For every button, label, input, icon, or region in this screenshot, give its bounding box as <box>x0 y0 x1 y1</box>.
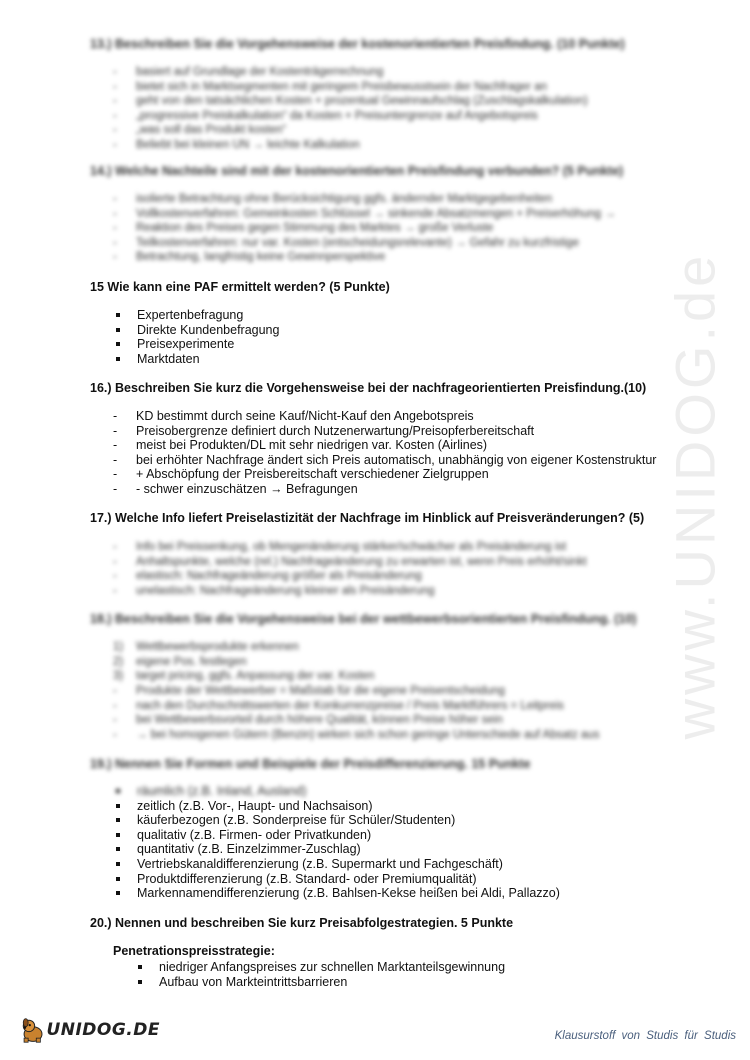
question-14-title: 14.) Welche Nachteile sind mit der kostenorientierten Preisfindung verbunden? (5 Punkte) <box>90 164 624 178</box>
list-item: käuferbezogen (z.B. Sonderpreise für Schüler/Studenten) <box>113 813 560 828</box>
list-item: Produktdifferenzierung (z.B. Standard- oder Premiumqualität) <box>113 872 560 887</box>
logo <box>20 1010 160 1050</box>
dog-logo-icon <box>20 1013 44 1047</box>
footer-tagline: Klausurstoff von Studis für Studis <box>554 1030 736 1042</box>
list-item: Markennamendifferenzierung (z.B. Bahlsen-Kekse heißen bei Aldi, Pallazzo) <box>113 886 560 901</box>
list-item: - Vollkostenverfahren: Gemeinkosten Schlüssel → sinkende Absatzmengen + Preiserhöhung → <box>113 207 616 222</box>
list-item: - meist bei Produkten/DL mit sehr niedrigen var. Kosten (Airlines) <box>113 438 656 453</box>
question-16-list <box>113 409 656 497</box>
list-item: Marktdaten <box>113 352 279 367</box>
list-item: zeitlich (z.B. Vor-, Haupt- und Nachsaison) <box>113 799 560 814</box>
question-17-list <box>113 540 587 598</box>
list-item: - „progressive Preiskalkulation“ da Kosten + Preisuntergrenze auf Angebotspreis <box>113 109 588 124</box>
list-item: - bei Wettbewerbsvorteil durch höhere Qualität, können Preise höher sein <box>113 713 599 728</box>
list-item: - Info bei Preissenkung, ob Mengenänderung stärker/schwächer als Preisänderung ist <box>113 540 587 555</box>
list-item: - Produkte der Wettbewerber = Maßstab für die eigene Preisentscheidung <box>113 684 599 699</box>
list-item: Vertriebskanaldifferenzierung (z.B. Supermarkt und Fachgeschäft) <box>113 857 560 872</box>
question-15-list <box>113 308 279 366</box>
question-18-numbered-list <box>113 640 374 684</box>
subheading: Penetrationspreisstrategie: <box>113 944 275 958</box>
list-item: - Beliebt bei kleinen UN → leichte Kalkulation <box>113 138 588 153</box>
item-number: 3) <box>113 670 124 683</box>
list-item: - + Abschöpfung der Preisbereitschaft verschiedener Zielgruppen <box>113 467 656 482</box>
list-item: - nach den Durchschnittswerten der Konkurrenzpreise / Preis Marktführers = Leitpreis <box>113 699 599 714</box>
watermark <box>650 251 740 739</box>
list-item: - elastisch: Nachfrageänderung größer als Preisänderung <box>113 569 587 584</box>
question-16-title: 16.) Beschreiben Sie kurz die Vorgehensweise bei der nachfrageorientierten Preisfindung.(10) <box>90 381 647 395</box>
list-item: - Reaktion des Preises gegen Stimmung des Marktes → große Verluste <box>113 221 616 236</box>
question-14-list <box>113 192 616 265</box>
list-item: - basiert auf Grundlage der Kostenträgerrechnung <box>113 65 588 80</box>
question-17-title: 17.) Welche Info liefert Preiselastizität der Nachfrage im Hinblick auf Preisveränderungen? (5) <box>90 511 645 525</box>
item-text: target pricing, ggfs. Anpassung der var. Kosten <box>136 670 375 683</box>
list-item: räumlich (z.B. Inland, Ausland) <box>113 784 560 799</box>
list-item: - unelastisch: Nachfrageänderung kleiner als Preisänderung <box>113 584 587 599</box>
question-13-list <box>113 65 588 153</box>
list-item: - „was soll das Produkt kosten“ <box>113 123 588 138</box>
list-item <box>113 655 374 670</box>
question-18-dashed-list <box>113 684 599 742</box>
list-item: quantitativ (z.B. Einzelzimmer-Zuschlag) <box>113 842 560 857</box>
logo-text: UNIDOG.DE <box>46 1020 160 1040</box>
list-item: - Betrachtung, langfristig keine Gewinnperspektive <box>113 250 616 265</box>
question-19-list <box>113 784 560 901</box>
watermark-text: www.UNIDOG.de <box>663 251 727 739</box>
list-item: Direkte Kundenbefragung <box>113 323 279 338</box>
list-item: - Anhaltspunkte, welche (rel.) Nachfrageänderung zu erwarten ist, wenn Preis erhöht/sinkt <box>113 555 587 570</box>
list-item: - KD bestimmt durch seine Kauf/Nicht-Kauf den Angebotspreis <box>113 409 656 424</box>
list-item: - Teilkostenverfahren: nur var. Kosten (entscheidungsrelevante) → Gefahr zu kurzfristige <box>113 236 616 251</box>
question-15-title: 15 Wie kann eine PAF ermittelt werden? (5 Punkte) <box>90 280 390 294</box>
list-item: - geht von den tatsächlichen Kosten + prozentual Gewinnaufschlag (Zuschlagskalkulation) <box>113 94 588 109</box>
list-item <box>113 669 374 684</box>
item-number: 2) <box>113 655 124 668</box>
list-item: Expertenbefragung <box>113 308 279 323</box>
list-item: - - schwer einzuschätzen → Befragungen <box>113 482 656 497</box>
list-item: niedriger Anfangspreises zur schnellen Marktanteilsgewinnung <box>135 960 505 975</box>
list-item: Preisexperimente <box>113 337 279 352</box>
list-item: - bei erhöhter Nachfrage ändert sich Preis automatisch, unabhängig von eigener Kostenstruktur <box>113 453 656 468</box>
list-item: - isolierte Betrachtung ohne Berücksichtigung ggfs. ändernder Marktgegebenheiten <box>113 192 616 207</box>
list-item <box>113 640 374 655</box>
list-item: - Preisobergrenze definiert durch Nutzenerwartung/Preisopferbereitschaft <box>113 424 656 439</box>
question-20-title: 20.) Nennen und beschreiben Sie kurz Preisabfolgestrategien. 5 Punkte <box>90 916 514 930</box>
question-20-list <box>135 960 505 989</box>
list-item: qualitativ (z.B. Firmen- oder Privatkunden) <box>113 828 560 843</box>
question-19-title: 19.) Nennen Sie Formen und Beispiele der Preisdifferenzierung. 15 Punkte <box>90 757 531 771</box>
list-item: - bietet sich in Marktsegmenten mit geringem Preisbewusstsein der Nachfrager an <box>113 80 588 95</box>
question-18-title: 18.) Beschreiben Sie die Vorgehensweise bei der wettbewerbsorientierten Preisfindung. (10) <box>90 612 637 626</box>
question-13-title: 13.) Beschreiben Sie die Vorgehensweise der kostenorientierten Preisfindung. (10 Punkte) <box>90 37 625 51</box>
list-item: - → bei homogenen Gütern (Benzin) wirken sich schon geringe Unterschiede auf Absatz aus <box>113 728 599 743</box>
item-text: eigene Pos. festlegen <box>136 655 247 668</box>
item-text: Wettbewerbsprodukte erkennen <box>136 641 299 653</box>
item-number: 1) <box>113 641 124 653</box>
list-item: Aufbau von Markteintrittsbarrieren <box>135 975 505 990</box>
